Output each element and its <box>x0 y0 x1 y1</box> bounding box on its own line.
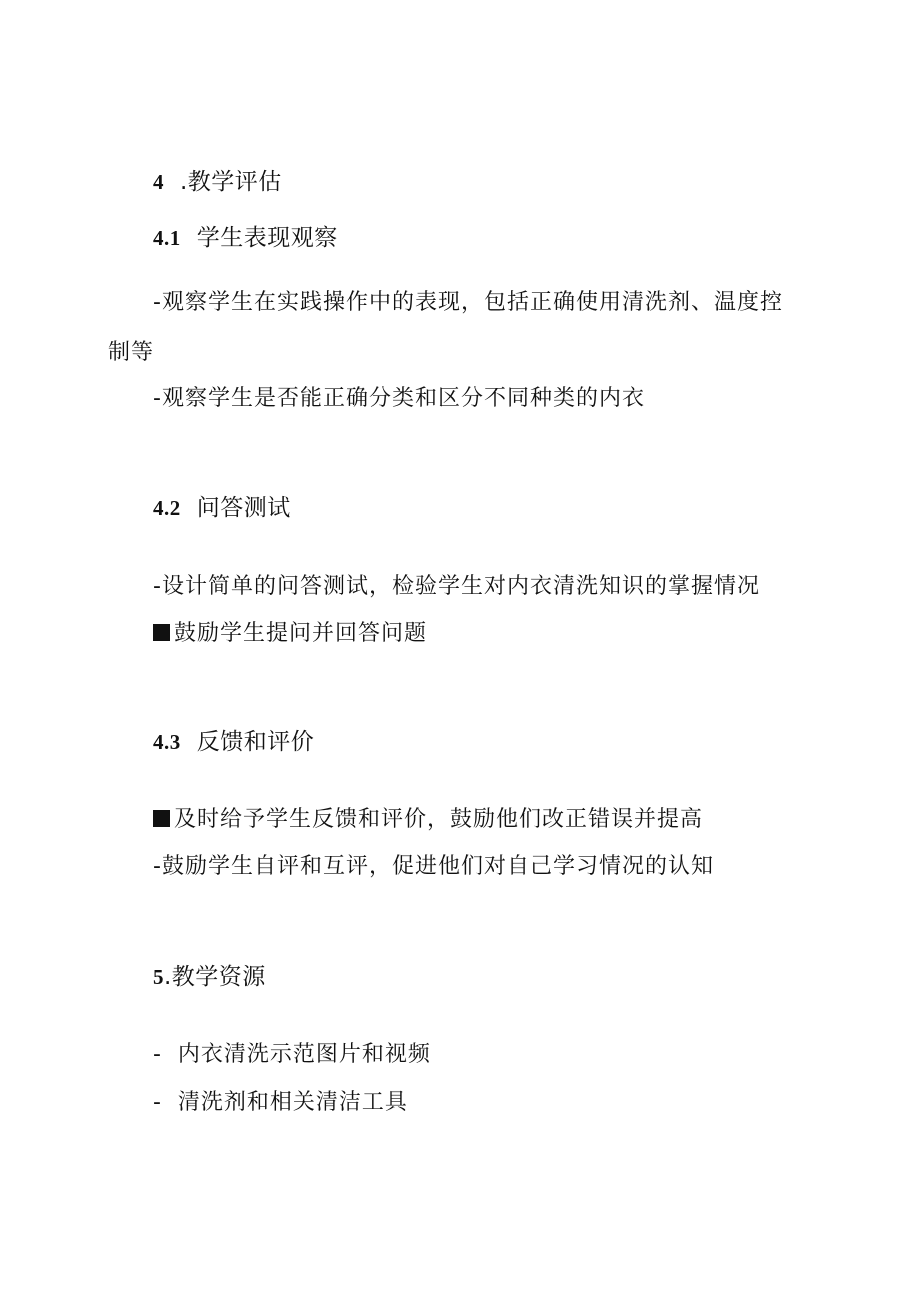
list-item: - 清洗剂和相关清洁工具 <box>153 1090 408 1115</box>
section-title: 问答测试 <box>196 495 291 521</box>
section-title: .教学评估 <box>180 169 282 195</box>
bullet-text: 鼓励学生提问并回答问题 <box>174 621 428 646</box>
paragraph-line: -观察学生在实践操作中的表现，包括正确使用清洗剂、温度控 <box>153 290 783 315</box>
paragraph-line: -设计简单的问答测试，检验学生对内衣清洗知识的掌握情况 <box>153 574 760 599</box>
section-number: 4.2 <box>153 496 181 520</box>
section-title: 学生表现观察 <box>196 225 338 251</box>
section-4-heading <box>153 167 282 197</box>
section-number: 4.1 <box>153 226 181 250</box>
section-5-heading <box>153 962 266 992</box>
bullet-line <box>153 619 427 649</box>
section-title: .教学资源 <box>164 964 266 990</box>
section-number: 4 <box>153 170 164 194</box>
section-number: 4.3 <box>153 730 181 754</box>
section-4-1-heading <box>153 223 338 253</box>
square-bullet-icon <box>153 624 170 641</box>
section-4-3-heading <box>153 727 314 757</box>
list-item: - 内衣清洗示范图片和视频 <box>153 1042 431 1067</box>
bullet-line <box>153 805 703 835</box>
paragraph-line: -观察学生是否能正确分类和区分不同种类的内衣 <box>153 386 645 411</box>
section-title: 反馈和评价 <box>196 729 315 755</box>
section-number: 5 <box>153 965 164 989</box>
section-4-2-heading <box>153 493 291 523</box>
paragraph-line: 制等 <box>108 340 155 365</box>
bullet-text: 及时给予学生反馈和评价，鼓励他们改正错误并提高 <box>174 807 704 832</box>
paragraph-line: -鼓励学生自评和互评，促进他们对自己学习情况的认知 <box>153 854 714 879</box>
square-bullet-icon <box>153 810 170 827</box>
